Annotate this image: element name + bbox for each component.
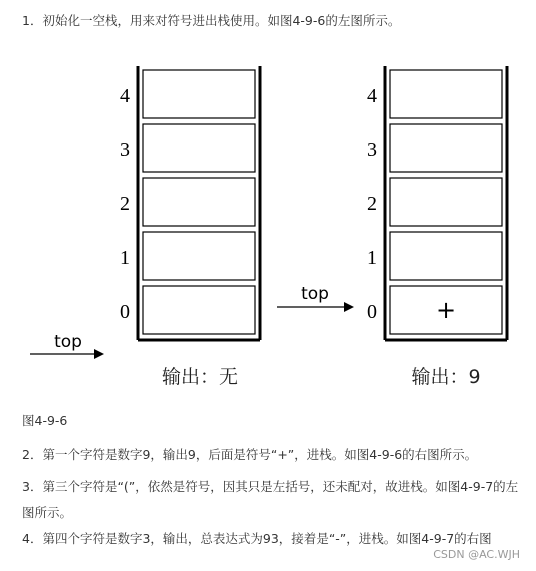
left-top-label: top: [54, 332, 82, 352]
right-cell-0-value: +: [435, 296, 457, 324]
figure-caption: 图4-9-6: [22, 413, 68, 428]
step-3-text: 3．第三个字符是“(”，依然是符号，因其只是左括号，还未配对，故进栈。如图4-9-7的左图所示。: [22, 479, 519, 520]
csdn-watermark: CSDN @AC.WJH: [433, 548, 520, 561]
right-index-0: 0: [367, 301, 377, 323]
left-index-3: 3: [120, 139, 130, 161]
right-index-3: 3: [367, 139, 377, 161]
left-output-label: 输出：无: [161, 366, 239, 388]
left-index-1: 1: [120, 247, 130, 269]
left-index-0: 0: [120, 301, 130, 323]
left-cell-1: [143, 232, 255, 280]
left-stack: [30, 66, 260, 388]
right-cell-2: [390, 178, 502, 226]
right-top-arrow-icon: [344, 302, 354, 312]
step-4-text: 4．第四个字符是数字3，输出，总表达式为93，接着是“-”，进栈。如图4-9-7的右图: [22, 531, 492, 546]
left-cell-0: [143, 286, 255, 334]
right-cell-1: [390, 232, 502, 280]
left-cell-4: [143, 70, 255, 118]
right-output-label: 输出：9: [411, 366, 481, 388]
left-cell-3: [143, 124, 255, 172]
left-index-2: 2: [120, 193, 130, 215]
left-index-4: 4: [120, 85, 130, 107]
left-cell-2: [143, 178, 255, 226]
right-index-2: 2: [367, 193, 377, 215]
right-index-4: 4: [367, 85, 377, 107]
right-index-1: 1: [367, 247, 377, 269]
right-stack: [277, 66, 507, 388]
left-top-arrow-icon: [94, 349, 104, 359]
right-top-label: top: [301, 284, 329, 304]
step-2-text: 2．第一个字符是数字9，输出9，后面是符号“+”，进栈。如图4-9-6的右图所示。: [22, 447, 478, 462]
right-cell-4: [390, 70, 502, 118]
right-cell-3: [390, 124, 502, 172]
step-1-text: 1．初始化一空栈，用来对符号进出栈使用。如图4-9-6的左图所示。: [22, 13, 401, 28]
